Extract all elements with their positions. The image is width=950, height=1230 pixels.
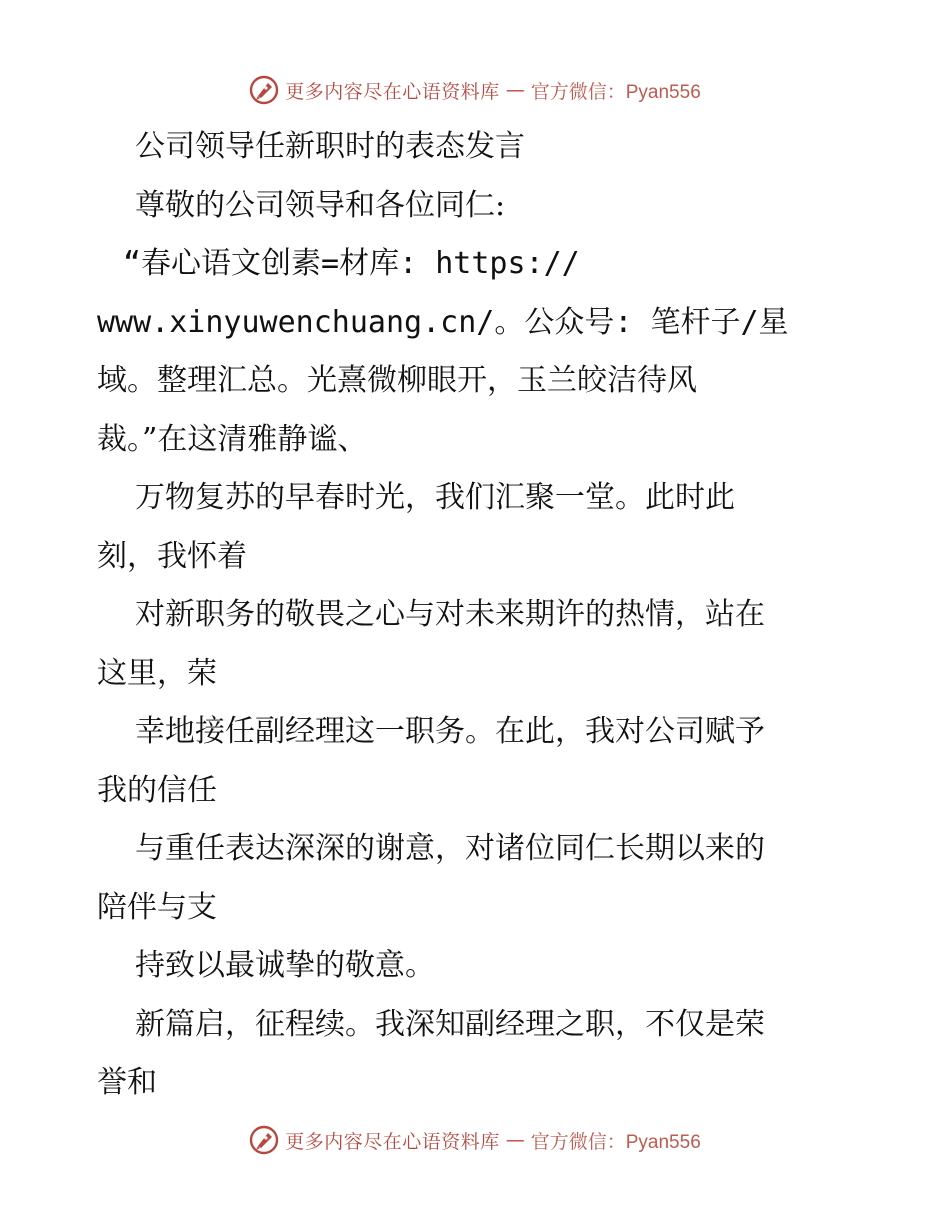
pen-nib-logo-icon: [249, 1125, 279, 1155]
paragraph-line: “春心语文创素=材库: https://: [123, 246, 580, 281]
document-title: 公司领导任新职时的表态发言: [135, 129, 525, 164]
paragraph-line: www.xinyuwenchuang.cn/。公众号: 笔杆子/星: [97, 304, 789, 340]
paragraph-line: 我的信任: [97, 772, 217, 808]
paragraph-line: 裁。”在这清雅静谧、: [97, 421, 368, 457]
paragraph-line: 新篇启，征程续。我深知副经理之职，不仅是荣: [135, 1006, 765, 1042]
banner-contact: 官方微信：Pyan556: [530, 81, 701, 103]
paragraph-line: 誉和: [97, 1065, 157, 1100]
banner-text: 更多内容尽在心语资料库: [285, 1130, 500, 1153]
paragraph-line: 与重任表达深深的谢意，对诸位同仁长期以来的: [135, 831, 765, 866]
salutation: 尊敬的公司领导和各位同仁:: [135, 187, 506, 223]
document-body: [97, 118, 857, 1113]
banner-separator: —: [505, 1129, 525, 1151]
paragraph-line: 持致以最诚挚的敬意。: [135, 948, 435, 983]
banner-contact: 官方微信：Pyan556: [530, 1131, 701, 1153]
paragraph-line: 刻，我怀着: [97, 538, 247, 574]
paragraph-line: 对新职务的敬畏之心与对未来期许的热情，站在: [135, 597, 765, 632]
paragraph-line: 幸地接任副经理这一职务。在此，我对公司赋予: [135, 714, 765, 749]
header-banner: [0, 70, 950, 110]
paragraph-line: 这里，荣: [97, 655, 217, 691]
footer-banner: [0, 1120, 950, 1160]
paragraph-line: 万物复苏的早春时光，我们汇聚一堂。此时此: [135, 480, 735, 515]
banner-text: 更多内容尽在心语资料库: [285, 80, 500, 103]
paragraph-line: 陪伴与支: [97, 889, 217, 925]
pen-nib-logo-icon: [249, 75, 279, 105]
banner-separator: —: [505, 79, 525, 101]
paragraph-line: 域。整理汇总。光熹微柳眼开，玉兰皎洁待风: [97, 363, 697, 398]
